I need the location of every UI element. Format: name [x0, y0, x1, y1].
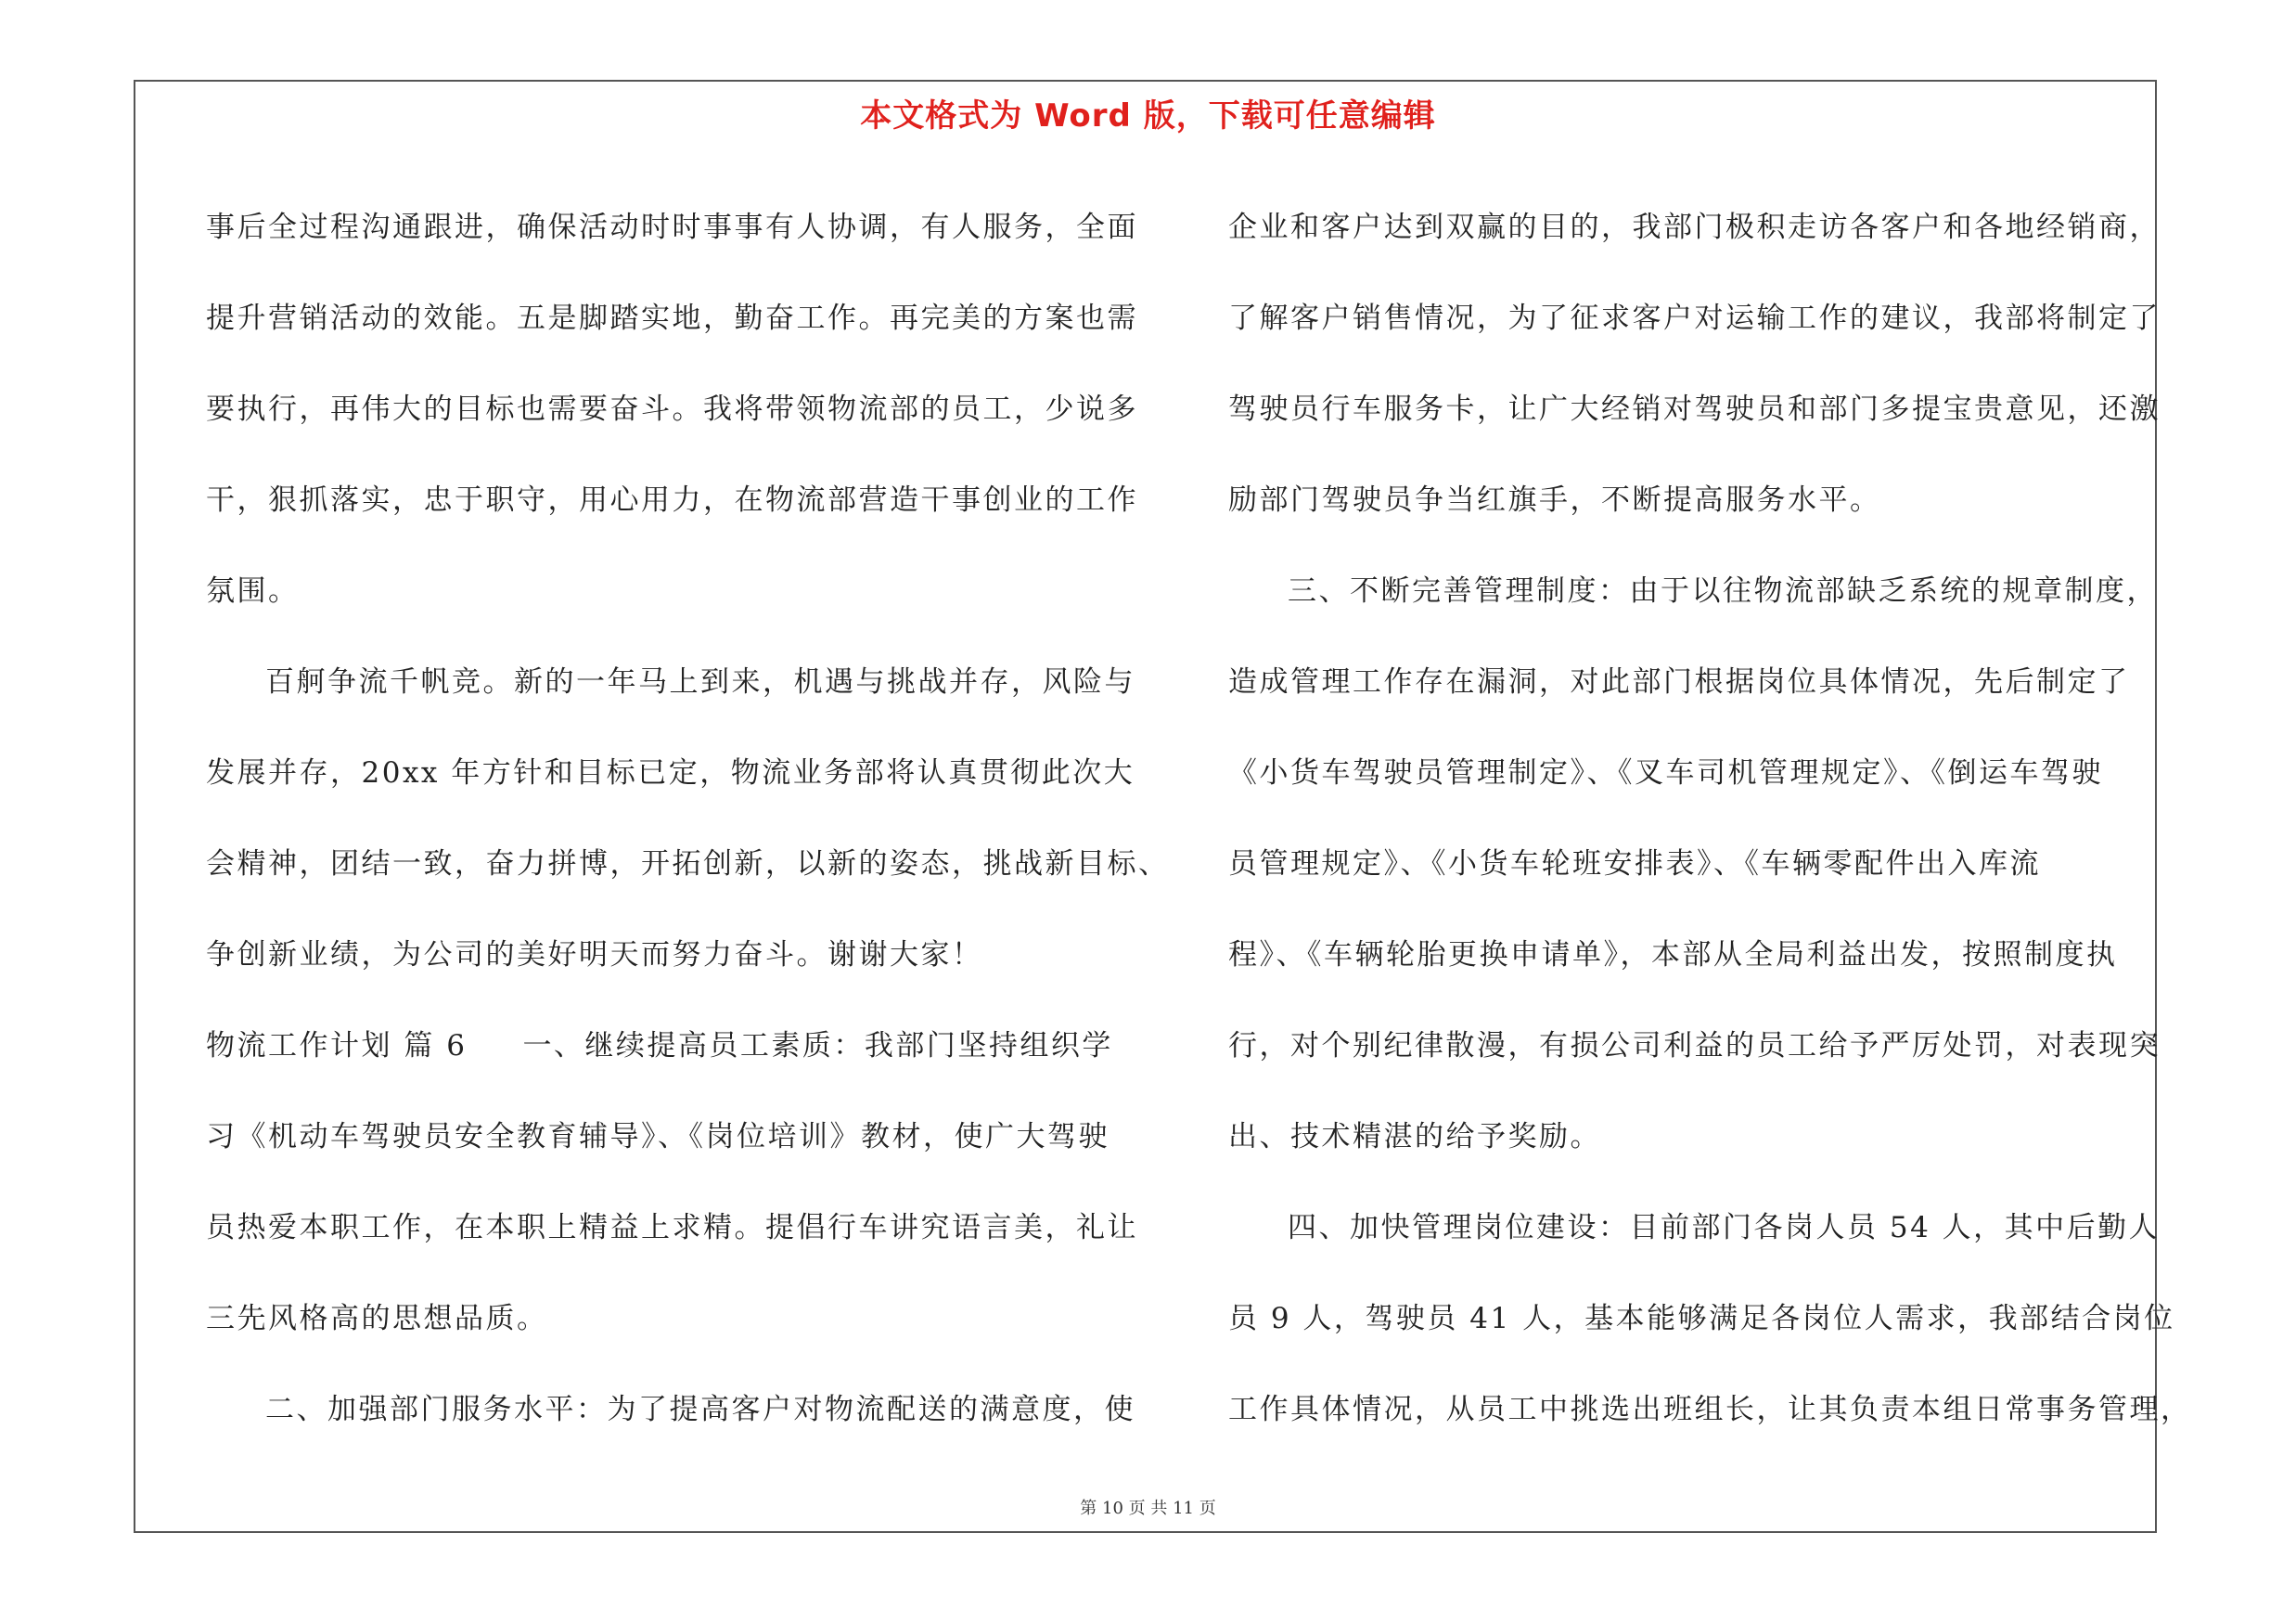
- paragraph-text: 一、继续提高员工素质：我部门坚持组织学: [522, 1029, 1113, 1063]
- paragraph-line: 行，对个别纪律散漫，有损公司利益的员工给予严厉处罚，对表现突: [1228, 1029, 2161, 1063]
- paragraph-line: 提升营销活动的效能。五是脚踏实地，勤奋工作。再完美的方案也需: [206, 302, 1138, 335]
- paragraph-line: 励部门驾驶员争当红旗手，不断提高服务水平。: [1228, 483, 1881, 517]
- paragraph-line: 发展并存，20xx 年方针和目标已定，物流业务部将认真贯彻此次大: [206, 756, 1135, 790]
- paragraph-line: 干，狠抓落实，忠于职守，用心用力，在物流部营造干事创业的工作: [206, 483, 1138, 517]
- paragraph-line: 会精神，团结一致，奋力拼博，开拓创新，以新的姿态，挑战新目标、: [206, 847, 1170, 881]
- paragraph-line: 争创新业绩，为公司的美好明天而努力奋斗。谢谢大家！: [206, 938, 983, 972]
- paragraph-line: 员热爱本职工作，在本职上精益上求精。提倡行车讲究语言美，礼让: [206, 1211, 1138, 1244]
- paragraph-line: 员管理规定》、《小货车轮班安排表》、《车辆零配件出入库流: [1228, 847, 2041, 881]
- paragraph-line: 出、技术精湛的给予奖励。: [1228, 1120, 1601, 1153]
- paragraph-line: 程》、《车辆轮胎更换申请单》，本部从全局利益出发，按照制度执: [1228, 938, 2118, 972]
- paragraph-line: 《小货车驾驶员管理制定》、《叉车司机管理规定》、《倒运车驾驶: [1228, 756, 2103, 790]
- page-number: 第 10 页 共 11 页: [1080, 1499, 1216, 1518]
- paragraph-line: 要执行，再伟大的目标也需要奋斗。我将带领物流部的员工，少说多: [206, 393, 1138, 426]
- paragraph-line: 事后全过程沟通跟进，确保活动时时事事有人协调，有人服务，全面: [206, 211, 1138, 244]
- section-heading-line: [206, 1000, 1129, 1091]
- paragraph-line: 习《机动车驾驶员安全教育辅导》、《岗位培训》教材，使广大驾驶: [206, 1120, 1110, 1153]
- paragraph-line: 驾驶员行车服务卡，让广大经销对驾驶员和部门多提宝贵意见，还激: [1228, 393, 2161, 426]
- paragraph-line: 百舸争流千帆竞。新的一年马上到来，机遇与挑战并存，风险与: [265, 665, 1135, 699]
- paragraph-line: 四、加快管理岗位建设：目前部门各岗人员 54 人，其中后勤人: [1288, 1211, 2161, 1244]
- format-banner: 本文格式为 Word 版，下载可任意编辑: [860, 97, 1436, 135]
- paragraph-line: 二、加强部门服务水平：为了提高客户对物流配送的满意度，使: [265, 1393, 1135, 1426]
- paragraph-line: 工作具体情况，从员工中挑选出班组长，让其负责本组日常事务管理，: [1228, 1393, 2192, 1426]
- paragraph-line: 三、不断完善管理制度：由于以往物流部缺乏系统的规章制度，: [1288, 574, 2158, 608]
- right-column: [1228, 182, 2192, 1455]
- paragraph-line: 企业和客户达到双赢的目的，我部门极积走访各客户和各地经销商，: [1228, 211, 2161, 244]
- paragraph-line: 氛围。: [206, 574, 300, 608]
- paragraph-line: 三先风格高的思想品质。: [206, 1302, 548, 1335]
- paragraph-line: 员 9 人，驾驶员 41 人，基本能够满足各岗位人需求，我部结合岗位: [1228, 1302, 2175, 1335]
- section-heading: 物流工作计划 篇 6: [206, 1029, 468, 1063]
- paragraph-line: 造成管理工作存在漏洞，对此部门根据岗位具体情况，先后制定了: [1228, 665, 2130, 699]
- left-column: [206, 182, 1170, 1455]
- paragraph-line: 了解客户销售情况，为了征求客户对运输工作的建议，我部将制定了: [1228, 302, 2161, 335]
